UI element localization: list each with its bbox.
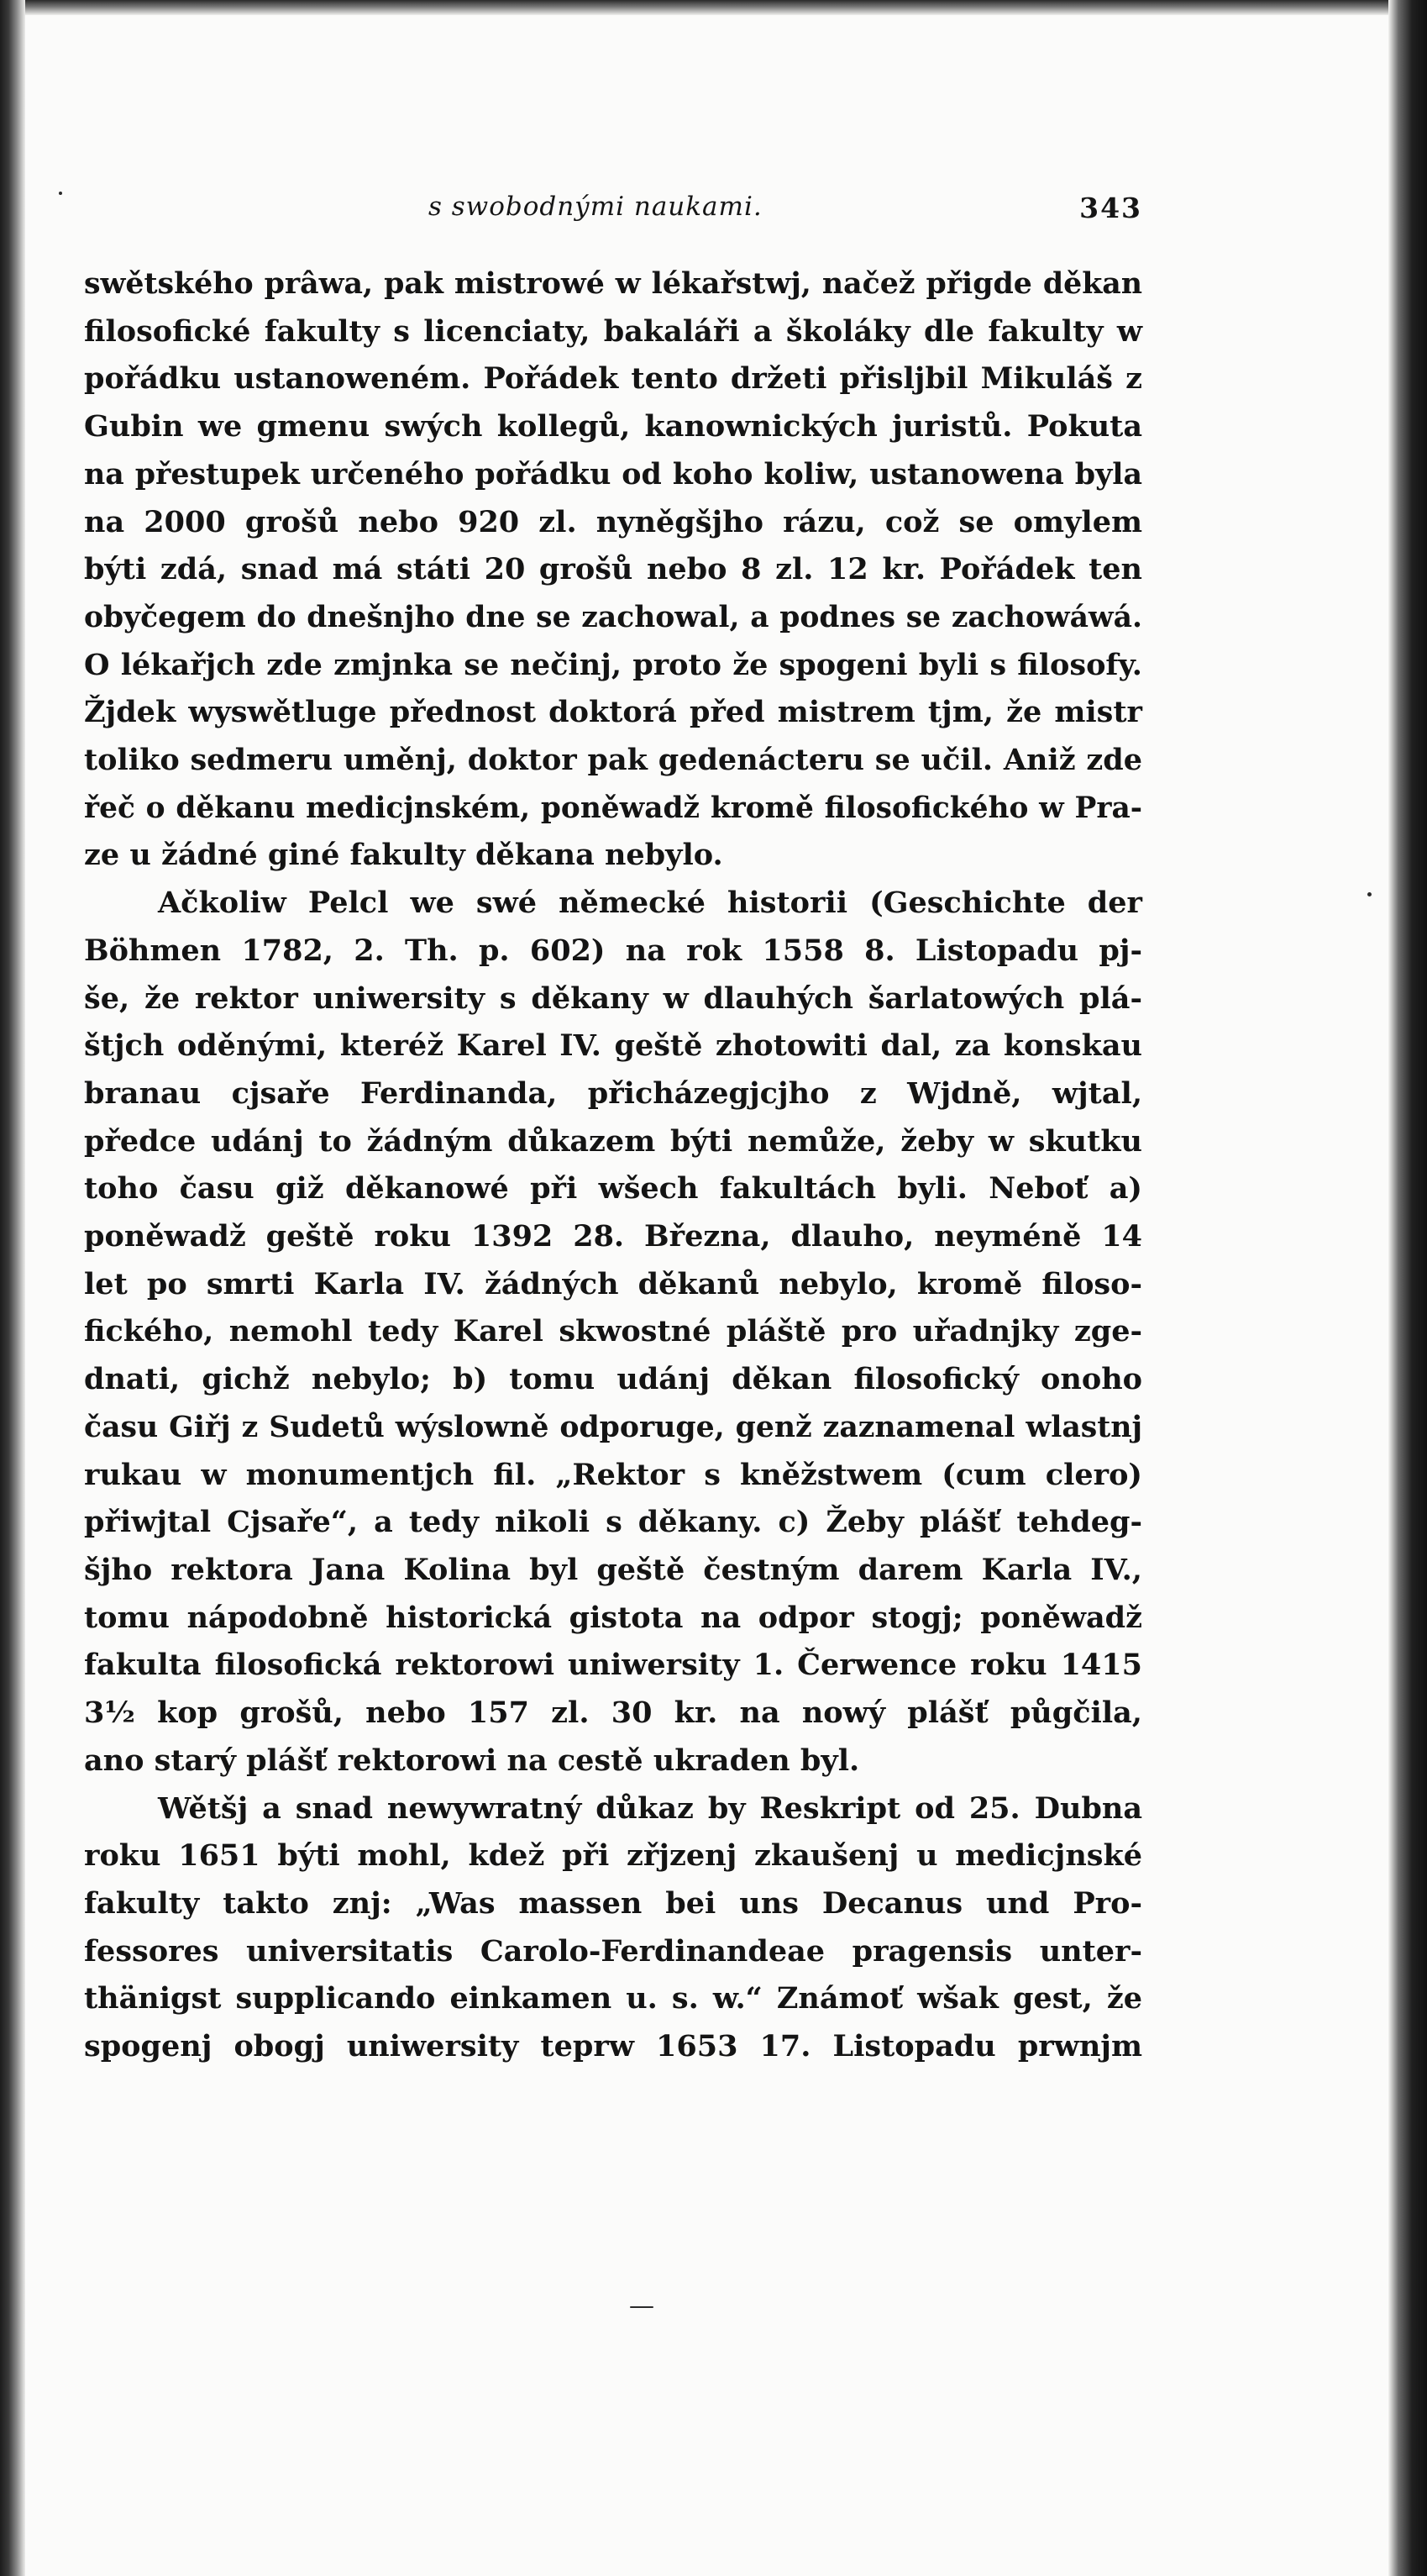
text-line: pořádku ustanoweném. Pořádek tento držeti přislјbil Mikuláš z: [84, 361, 1142, 397]
text-line: Wětšj a snad newywratný důkaz by Reskript od 25. Dubna: [158, 1790, 1142, 1826]
text-line: ze u žádné giné fakulty děkana nebylo.: [84, 838, 723, 873]
text-line: štjch oděnými, kteréž Karel IV. geště zhotowiti dal, za konskau: [84, 1028, 1142, 1064]
text-line: thänigst supplicando einkamen u. s. w.“ Známoť wšak gest, že: [84, 1981, 1142, 2016]
text-line: tomu nápodobně historická gistota na odpor stogj; poněwadž: [84, 1600, 1142, 1635]
paragraph-1: [84, 260, 1142, 880]
text-line: fessores universitatis Carolo-Ferdinandeae pragensis unter-: [84, 1933, 1142, 1969]
text-line: na přestupek určeného pořádku od koho koliw, ustanowena byla: [84, 456, 1142, 492]
text-line: še, že rektor uniwersity s děkany w dlauhých šarlatowých plá-: [84, 980, 1142, 1016]
text-line: dnati, gichž nebylo; b) tomu udánj děkan filosofický onoho: [84, 1362, 1142, 1397]
text-line: fakulty takto znj: „Was massen bei uns Decanus und Pro-: [84, 1885, 1142, 1921]
text-line: fakulta filosofická rektorowi uniwersity 1. Čerwence roku 1415: [84, 1648, 1142, 1683]
running-title: s swobodnými naukami.: [428, 192, 763, 222]
text-line: spogenj obogj uniwersity teprw 1653 17. Listopadu prwnjm: [84, 2029, 1142, 2064]
page-number: 343: [1079, 192, 1142, 224]
scan-edge-right: [1388, 0, 1427, 2576]
paragraph-3: [84, 1785, 1142, 2071]
text-line: předce udánj to žádným důkazem býti nemůže, žeby w skutku: [84, 1123, 1142, 1159]
text-line: obyčegem do dnešnjho dne se zachowal, a podnes se zachowáwá.: [84, 600, 1142, 634]
text-line: swětského prâwa, pak mistrowé w lékařstwj, načež přigde děkan: [84, 266, 1142, 301]
text-line: ano starý plášť rektorowi na cestě ukraden byl.: [84, 1743, 860, 1778]
text-line: na 2000 grošů nebo 920 zl. nyněgšjho rázu, což se omylem: [84, 504, 1142, 539]
text-line: let po smrti Karla IV. žádných děkanů nebylo, kromě filoso-: [84, 1266, 1142, 1301]
scan-speck: [1367, 892, 1372, 896]
text-line: býti zdá, snad má státi 20 grošů nebo 8 zl. 12 kr. Pořádek ten: [84, 552, 1142, 587]
text-line: toho času giž děkanowé při wšech fakultách byli. Neboť a): [84, 1171, 1142, 1207]
text-line: fického, nemohl tedy Karel skwostné pláště pro uřadnjky zge-: [84, 1314, 1142, 1349]
text-line: rukau w monumentjch fil. „Rektor s kněžstwem (cum clero): [84, 1457, 1142, 1492]
text-line: O lékařjch zde zmjnka se nečinj, proto že spogeni byli s filosofy.: [84, 647, 1142, 682]
text-line: Böhmen 1782, 2. Th. p. 602) na rok 1558 8. Listopadu pj-: [84, 933, 1142, 968]
text-line: toliko sedmeru uměnj, doktor pak gedenácteru se učil. Aniž zde: [84, 743, 1142, 778]
text-line: Žjdek wyswětluge přednost doktorá před mistrem tjm, že mistr: [84, 695, 1142, 730]
scan-speck: [59, 192, 62, 195]
text-line: řeč o děkanu medicjnském, poněwadž kromě filosofického w Pra-: [84, 791, 1142, 825]
scan-edge-left: [0, 0, 25, 2576]
text-line: 3½ kop grošů, nebo 157 zl. 30 kr. na nowý plášť půgčila,: [84, 1695, 1142, 1731]
text-line: času Giřj z Sudetů wýslowně odporuge, genž zaznamenal wlastnj: [84, 1409, 1142, 1444]
page-header: [84, 192, 1142, 232]
text-line: Gubin we gmenu swých kollegů, kanownických juristů. Pokuta: [84, 409, 1142, 444]
text-line: filosofické fakulty s licenciaty, bakaláři a školáky dle fakulty w: [84, 313, 1142, 349]
text-line: přiwjtal Cjsaře“, a tedy nikoli s děkany. c) Žeby plášť tehdeg-: [84, 1505, 1142, 1540]
scan-edge-top: [0, 0, 1427, 15]
text-line: roku 1651 býti mohl, kdež při zřjzenj zkaušenj u medicjnské: [84, 1838, 1142, 1874]
text-line: poněwadž geště roku 1392 28. Března, dlauho, neyméně 14: [84, 1219, 1142, 1254]
scan-speck: [630, 2306, 653, 2308]
text-line: Ačkoliw Pelcl we swé německé historii (Geschichte der: [158, 886, 1142, 921]
text-line: branau cjsaře Ferdinanda, přicházegjcjho z Wjdně, wjtal,: [84, 1075, 1142, 1111]
paragraph-2: [84, 880, 1142, 1785]
body-text: [84, 260, 1142, 2071]
text-line: šjho rektora Jana Kolina byl geště čestným darem Karla IV.,: [84, 1552, 1142, 1587]
